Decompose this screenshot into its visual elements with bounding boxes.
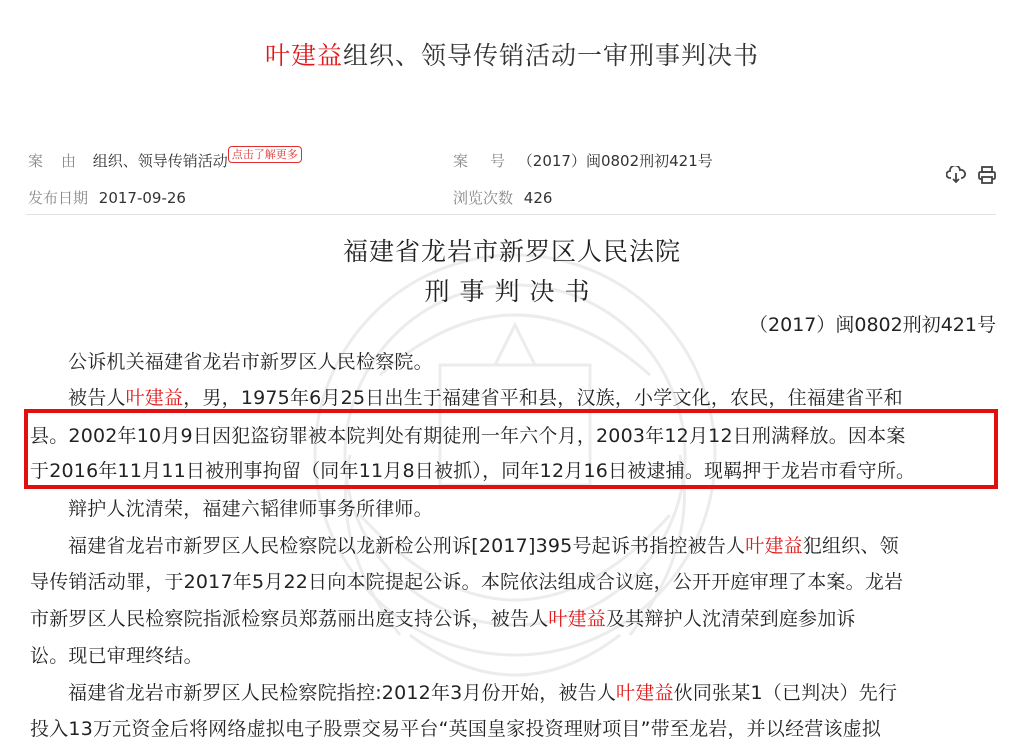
text-fragment: 福建省龙岩市新罗区人民检察院以龙新检公刑诉[2017]395号起诉书指控被告人 xyxy=(68,535,746,557)
publish-date-value: 2017-09-26 xyxy=(98,189,186,207)
text-fragment: 伙同张某1（已判决）先行 xyxy=(673,682,898,704)
view-count-value: 426 xyxy=(523,189,553,207)
text-fragment: ，男，1975年6月25日出生于福建省平和县，汉族，小学文化，农民，住福建省平和 xyxy=(183,387,903,409)
page-title xyxy=(0,36,1024,72)
paragraph-indictment-line3 xyxy=(30,604,856,631)
text-fragment: 被告人 xyxy=(68,387,126,409)
case-cause-label: 案由 xyxy=(28,152,95,170)
highlight-box xyxy=(24,409,998,489)
paragraph-prosecutor: 公诉机关福建省龙岩市新罗区人民检察院。 xyxy=(68,351,433,373)
paragraph-charges-line2: 投入13万元资金后将网络虚拟电子股票交易平台“英国皇家投资理财项目”带至龙岩，并以经营该虚拟 xyxy=(30,718,882,740)
text-fragment: 及其辩护人沈清荣到庭参加诉 xyxy=(606,608,856,630)
publish-date-label: 发布日期 xyxy=(28,189,89,207)
view-count xyxy=(453,187,552,208)
paragraph-defense: 辩护人沈清荣，福建六韬律师事务所律师。 xyxy=(68,498,433,520)
text-fragment: 福建省龙岩市新罗区人民检察院指控:2012年3月份开始，被告人 xyxy=(68,682,617,704)
case-number-value: （2017）闽0802刑初421号 xyxy=(517,152,713,170)
defendant-name: 叶建益 xyxy=(125,387,184,409)
defendant-name: 叶建益 xyxy=(264,41,343,70)
paragraph-charges-line1 xyxy=(68,678,897,705)
print-icon[interactable] xyxy=(977,166,997,188)
case-cause xyxy=(28,150,302,171)
paragraph-defendant-line2: 县。2002年10月9日因犯盗窃罪被本院判处有期徒刑一年六个月，2003年12月12日刑满释放。因本案 xyxy=(30,425,906,447)
paragraph-indictment-line2: 导传销活动罪，于2017年5月22日向本院提起公诉。本院依法组成合议庭，公开开庭审理了本案。龙岩 xyxy=(30,571,904,593)
title-text: 组织、领导传销活动一审刑事判决书 xyxy=(343,41,760,70)
view-count-label: 浏览次数 xyxy=(453,189,514,207)
download-icon[interactable] xyxy=(946,166,966,188)
case-cause-value: 组织、领导传销活动 xyxy=(92,152,228,170)
case-number-label: 案号 xyxy=(453,152,528,170)
document-type: 刑事判决书 xyxy=(424,277,600,306)
document-number: （2017）闽0802刑初421号 xyxy=(749,314,996,336)
paragraph-indictment-line4: 讼。现已审理终结。 xyxy=(30,645,203,667)
paragraph-defendant-line1 xyxy=(68,383,903,410)
publish-date xyxy=(28,187,186,208)
learn-more-tag[interactable]: 点击了解更多 xyxy=(228,146,302,163)
court-name: 福建省龙岩市新罗区人民法院 xyxy=(342,237,681,266)
defendant-name: 叶建益 xyxy=(548,608,607,630)
text-fragment: 犯组织、领 xyxy=(802,535,899,557)
defendant-name: 叶建益 xyxy=(745,535,803,557)
paragraph-defendant-line3: 于2016年11月11日被刑事拘留（同年11月8日被抓），同年12月16日被逮捕。现羁押于龙岩市看守所。 xyxy=(30,460,916,482)
toolbar-icons xyxy=(946,166,1003,188)
case-number xyxy=(453,150,713,171)
text-fragment: 市新罗区人民检察院指派检察员郑荔丽出庭支持公诉，被告人 xyxy=(30,608,549,630)
paragraph-indictment-line1 xyxy=(68,531,899,558)
defendant-name: 叶建益 xyxy=(616,682,674,704)
